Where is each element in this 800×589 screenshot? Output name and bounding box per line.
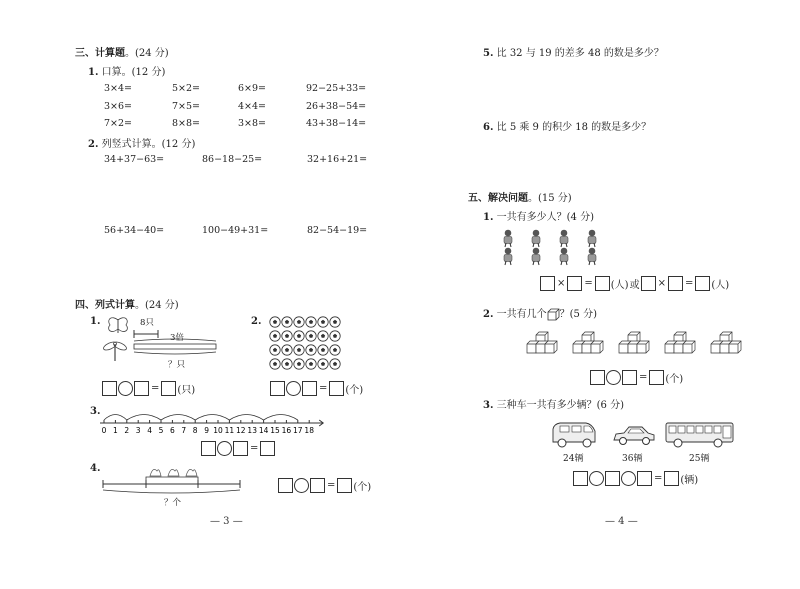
q5-text: 5. 比 32 与 19 的差多 48 的数是多少？ <box>483 48 664 59</box>
answer-box[interactable] <box>605 471 620 486</box>
cube-stack-icon <box>573 332 603 353</box>
answer-box[interactable] <box>337 478 352 493</box>
soccer-ball-icon <box>282 345 292 355</box>
equals-sign: = <box>584 278 593 289</box>
number-line-label: 6 <box>170 426 175 435</box>
answer-box[interactable] <box>595 276 610 291</box>
r1-answer-row <box>540 276 729 291</box>
soccer-ball-icon <box>330 345 340 355</box>
p2-unit: (个) <box>345 385 364 396</box>
number-line-label: 7 <box>181 426 187 435</box>
basket-icon <box>150 469 197 476</box>
oral-calc-item: 43+38−14= <box>306 118 367 129</box>
section-3-heading: 三、计算题。(24 分) <box>75 48 169 59</box>
number-line-label: 18 <box>304 426 314 435</box>
number-line-label: 10 <box>213 426 223 435</box>
soccer-ball-icon <box>306 317 316 327</box>
number-line-label: 14 <box>258 426 269 435</box>
vertical-calc: 86−18−25= <box>202 154 263 165</box>
van-icon <box>550 420 598 448</box>
jump-arc <box>104 415 127 421</box>
answer-box[interactable] <box>637 471 652 486</box>
number-line-label: 0 <box>101 426 107 435</box>
times-sign: × <box>557 278 566 289</box>
r3-unit: (辆) <box>680 475 699 486</box>
child-icon <box>588 248 596 265</box>
answer-box[interactable] <box>270 381 285 396</box>
answer-box[interactable] <box>102 381 117 396</box>
soccer-ball-icon <box>318 345 328 355</box>
answer-box[interactable] <box>695 276 710 291</box>
answer-box[interactable] <box>590 370 605 385</box>
answer-box[interactable] <box>329 381 344 396</box>
equals-sign: = <box>250 443 259 454</box>
number-line-label: 9 <box>204 426 209 435</box>
soccer-ball-icon <box>282 359 292 369</box>
number-line-label: 13 <box>247 426 257 435</box>
r1-unit: (人) <box>610 280 629 291</box>
answer-box[interactable] <box>622 370 637 385</box>
answer-box[interactable] <box>233 441 248 456</box>
soccer-ball-icon <box>306 331 316 341</box>
jump-arc <box>229 415 263 421</box>
dragonfly-icon <box>102 340 130 362</box>
number-line-label: 5 <box>158 426 164 435</box>
answer-box[interactable] <box>260 441 275 456</box>
times-sign: × <box>657 278 666 289</box>
answer-box[interactable] <box>540 276 555 291</box>
cube-stack-icon <box>665 332 695 353</box>
jump-arc <box>195 415 229 421</box>
cube-groups <box>525 330 745 358</box>
p2-answer-row <box>270 381 363 396</box>
child-icon <box>532 230 540 247</box>
number-line-label: 3 <box>135 426 141 435</box>
r1-unit: (人) <box>711 280 730 291</box>
number-line-label: 15 <box>270 426 280 435</box>
r3-heading: 3. 三种车一共有多少辆？(6 分) <box>483 400 624 411</box>
page-number-left: — 3 — <box>210 516 243 527</box>
cube-icon <box>547 308 560 321</box>
equals-sign: = <box>684 278 694 289</box>
p1-label-mid: 3倍 <box>170 333 184 343</box>
number-line-label: 1 <box>113 426 118 435</box>
vertical-calc: 32+16+21= <box>307 154 368 165</box>
p1-answer-row <box>102 381 195 396</box>
page-number-right: — 4 — <box>605 516 638 527</box>
answer-box[interactable] <box>278 478 293 493</box>
p3-number: 3. <box>90 406 101 417</box>
jump-arc <box>264 415 298 421</box>
soccer-ball-grid <box>269 316 341 372</box>
r2-answer-row <box>590 370 683 385</box>
oral-calc-item: 4×4= <box>238 101 267 112</box>
answer-box[interactable] <box>161 381 176 396</box>
soccer-ball-icon <box>318 317 328 327</box>
oral-calc-item: 3×6= <box>104 101 133 112</box>
soccer-ball-icon <box>306 345 316 355</box>
vehicle-count-car: 36辆 <box>622 454 643 464</box>
oral-calc-item: 7×5= <box>172 101 201 112</box>
child-icon <box>560 230 568 247</box>
butterfly-icon <box>106 316 130 338</box>
q1-heading: 1. 口算。(12 分) <box>88 67 166 78</box>
p3-answer-row <box>201 441 275 456</box>
oral-calc-item: 3×4= <box>104 83 133 94</box>
jump-arc <box>161 415 195 421</box>
operator-circle[interactable] <box>606 370 621 385</box>
oral-calc-item: 5×2= <box>172 83 201 94</box>
soccer-ball-icon <box>318 359 328 369</box>
answer-box[interactable] <box>310 478 325 493</box>
r1-heading: 1. 一共有多少人？(4 分) <box>483 212 594 223</box>
vertical-calc: 34+37−63= <box>104 154 165 165</box>
section-4-heading: 四、列式计算。(24 分) <box>75 300 179 311</box>
operator-circle[interactable] <box>118 381 133 396</box>
operator-circle[interactable] <box>589 471 604 486</box>
p4-label-bottom: ？个 <box>164 498 182 508</box>
answer-box[interactable] <box>302 381 317 396</box>
oral-calc-item: 26+38−54= <box>306 101 367 112</box>
answer-box[interactable] <box>649 370 664 385</box>
vehicle-count-van: 24辆 <box>563 454 584 464</box>
children-illustration <box>498 228 614 268</box>
soccer-ball-icon <box>270 331 280 341</box>
oral-calc-item: 92−25+33= <box>306 83 367 94</box>
soccer-ball-icon <box>294 331 304 341</box>
section-5-heading: 五、解决问题。(15 分) <box>468 193 572 204</box>
soccer-ball-icon <box>270 345 280 355</box>
car-icon <box>612 424 656 446</box>
r2-heading: 2. 一共有几个 ？(5 分) <box>483 309 597 320</box>
answer-box[interactable] <box>201 441 216 456</box>
p1-label-bottom: ？只 <box>168 360 186 370</box>
operator-circle[interactable] <box>286 381 301 396</box>
or-word: 或 <box>629 280 640 291</box>
number-line <box>98 408 338 438</box>
operator-circle[interactable] <box>217 441 232 456</box>
equals-sign: = <box>654 473 663 484</box>
p1-unit: (只) <box>177 385 196 396</box>
cube-stack-icon <box>619 332 649 353</box>
p1-label-top: 8只 <box>140 318 154 328</box>
child-icon <box>504 230 512 247</box>
soccer-ball-icon <box>270 317 280 327</box>
q6-text: 6. 比 5 乘 9 的积少 18 的数是多少？ <box>483 122 652 133</box>
vehicle-count-bus: 25辆 <box>689 454 710 464</box>
soccer-ball-icon <box>282 331 292 341</box>
p4-number: 4. <box>90 463 101 474</box>
number-line-label: 12 <box>236 426 246 435</box>
answer-box[interactable] <box>573 471 588 486</box>
vertical-calc: 82−54−19= <box>307 225 368 236</box>
soccer-ball-icon <box>318 331 328 341</box>
answer-box[interactable] <box>664 471 679 486</box>
jump-arc <box>127 415 161 421</box>
p2-number: 2. <box>251 316 262 327</box>
p4-answer-row <box>278 478 371 493</box>
vertical-calc: 100−49+31= <box>202 225 269 236</box>
r2-unit: (个) <box>665 374 684 385</box>
soccer-ball-icon <box>270 359 280 369</box>
child-icon <box>532 248 540 265</box>
cube-stack-icon <box>711 332 741 353</box>
p1-number: 1. <box>90 316 101 327</box>
soccer-ball-icon <box>306 359 316 369</box>
equals-sign: = <box>151 383 160 394</box>
answer-box[interactable] <box>641 276 656 291</box>
equals-sign: = <box>639 372 648 383</box>
soccer-ball-icon <box>294 317 304 327</box>
soccer-ball-icon <box>294 359 304 369</box>
soccer-ball-icon <box>330 359 340 369</box>
p4-unit: (个) <box>353 482 372 493</box>
soccer-ball-icon <box>294 345 304 355</box>
number-line-label: 2 <box>124 426 130 435</box>
equals-sign: = <box>319 383 328 394</box>
cube-stack-icon <box>527 332 557 353</box>
number-line-label: 16 <box>281 426 292 435</box>
number-line-label: 4 <box>147 426 152 435</box>
oral-calc-item: 6×9= <box>238 83 267 94</box>
vertical-calc: 56+34−40= <box>104 225 165 236</box>
operator-circle[interactable] <box>621 471 636 486</box>
answer-box[interactable] <box>668 276 683 291</box>
soccer-ball-icon <box>282 317 292 327</box>
equals-sign: = <box>327 480 336 491</box>
number-line-label: 11 <box>224 426 235 435</box>
q2-heading: 2. 列竖式计算。(12 分) <box>88 139 196 150</box>
bus-icon <box>664 420 736 448</box>
child-icon <box>588 230 596 247</box>
child-icon <box>504 248 512 265</box>
r3-answer-row <box>573 471 698 486</box>
child-icon <box>560 248 568 265</box>
oral-calc-item: 7×2= <box>104 118 133 129</box>
oral-calc-item: 8×8= <box>172 118 201 129</box>
operator-circle[interactable] <box>294 478 309 493</box>
soccer-ball-icon <box>330 331 340 341</box>
soccer-ball-icon <box>330 317 340 327</box>
oral-calc-item: 3×8= <box>238 118 267 129</box>
answer-box[interactable] <box>134 381 149 396</box>
number-line-label: 8 <box>192 426 198 435</box>
number-line-label: 17 <box>293 426 303 435</box>
answer-box[interactable] <box>567 276 582 291</box>
